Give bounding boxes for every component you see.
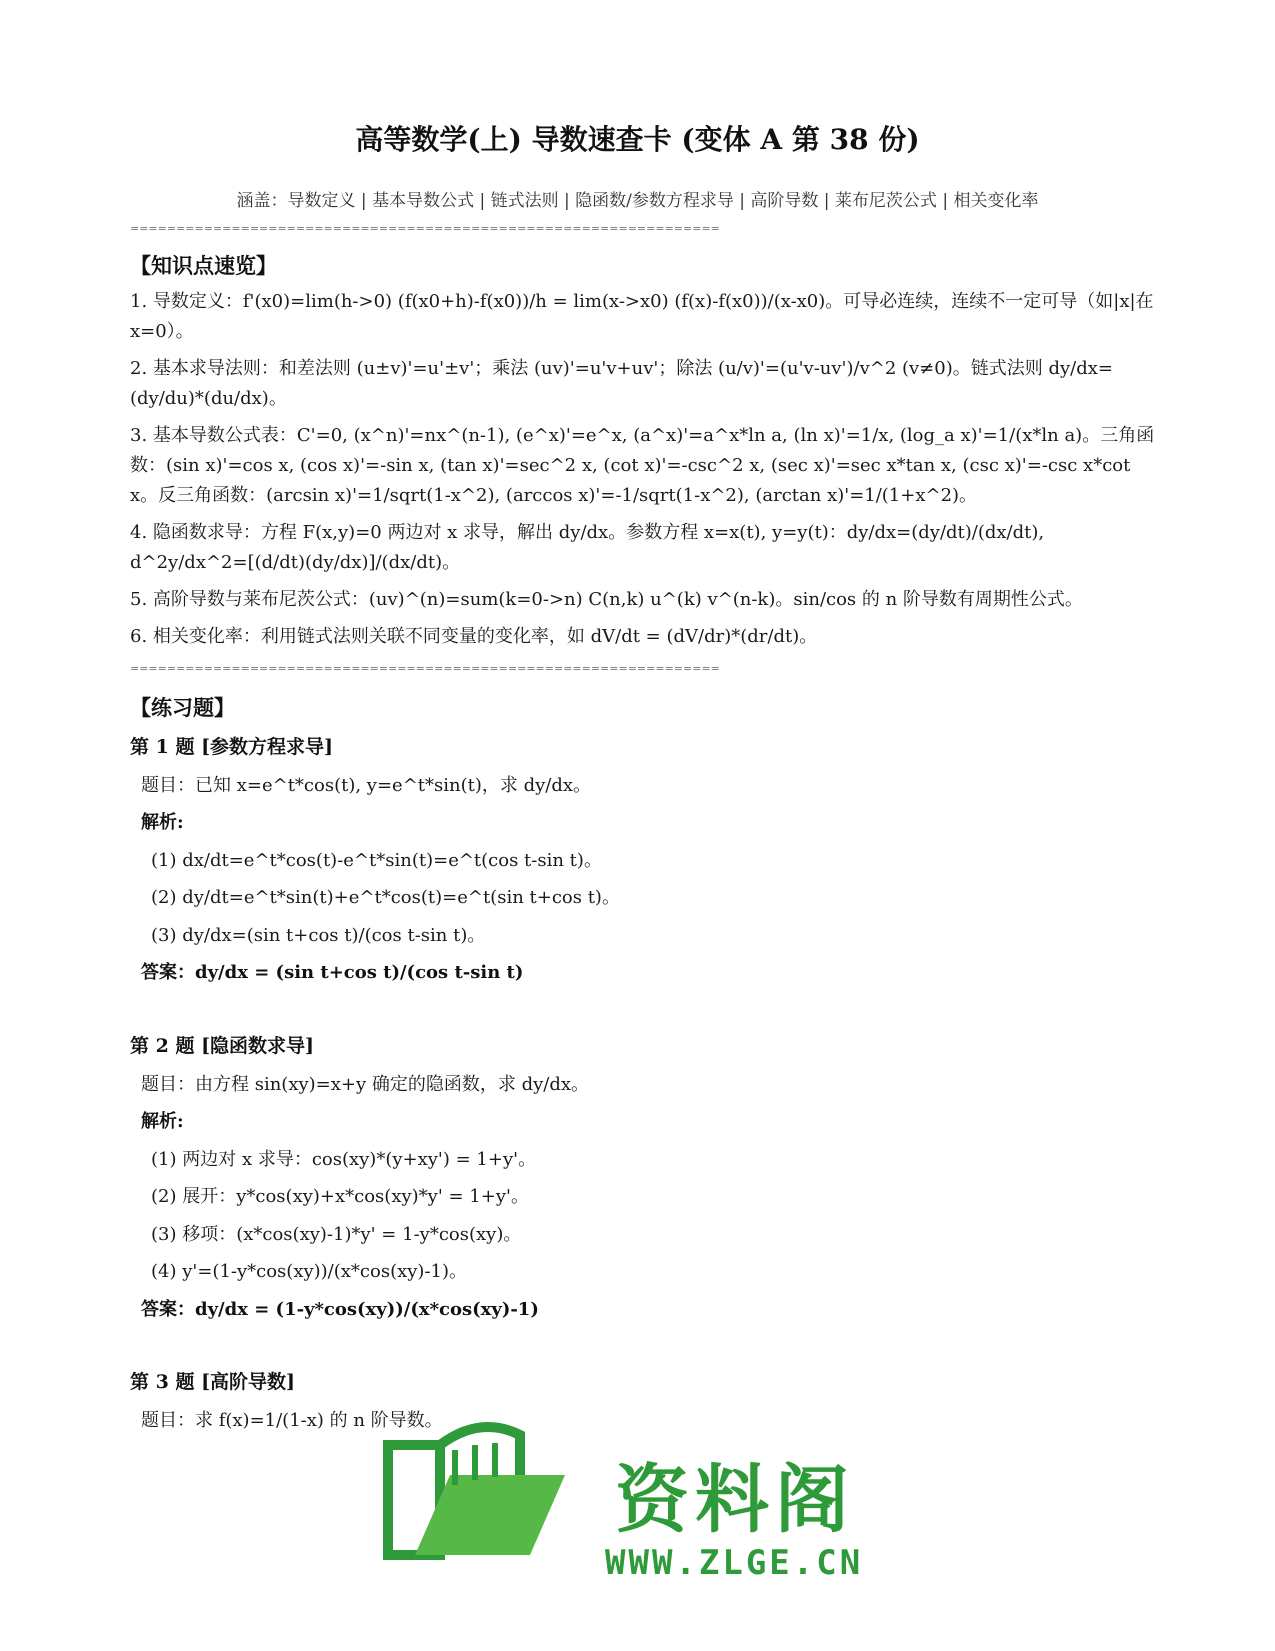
divider-rule: ================================================================ xyxy=(130,222,720,235)
practice-heading: 【练习题】 xyxy=(130,695,235,720)
question-1-step-1: (1) dx/dt=e^t*cos(t)-e^t*sin(t)=e^t(cos t-sin t)。 xyxy=(151,850,602,871)
question-1-text: 题目：已知 x=e^t*cos(t), y=e^t*sin(t)，求 dy/dx。 xyxy=(141,775,592,796)
question-1-step-3: (3) dy/dx=(sin t+cos t)/(cos t-sin t)。 xyxy=(151,925,486,946)
question-2-answer: 答案：dy/dx = (1-y*cos(xy))/(x*cos(xy)-1) xyxy=(141,1299,539,1320)
question-2-step-4: (4) y'=(1-y*cos(xy))/(x*cos(xy)-1)。 xyxy=(151,1261,468,1282)
question-1-step-2: (2) dy/dt=e^t*sin(t)+e^t*cos(t)=e^t(sin t+cos t)。 xyxy=(151,887,620,908)
watermark-logo xyxy=(400,1445,880,1645)
page-subtitle: 涵盖：导数定义 | 基本导数公式 | 链式法则 | 隐函数/参数方程求导 | 高阶导数 | 莱布尼茨公式 | 相关变化率 xyxy=(236,191,1039,211)
page-title: 高等数学(上) 导数速查卡 (变体 A 第 38 份) xyxy=(355,123,920,156)
question-3-title: 第 3 题 [高阶导数] xyxy=(130,1371,296,1393)
question-1-title: 第 1 题 [参数方程求导] xyxy=(130,736,334,758)
question-3-text: 题目：求 f(x)=1/(1-x) 的 n 阶导数。 xyxy=(141,1410,443,1431)
question-1-analysis-label: 解析: xyxy=(141,812,184,833)
summary-point-2: 2. 基本求导法则：和差法则 (u±v)'=u'±v'；乘法 (uv)'=u'v+uv'；除法 (u/v)'=(u'v-uv')/v^2 (v≠0)。链式法则 dy/dx=(dy/du)*(du/dx)。 xyxy=(130,358,1113,409)
summary-point-4: 4. 隐函数求导：方程 F(x,y)=0 两边对 x 求导，解出 dy/dx。参数方程 x=x(t), y=y(t)：dy/dx=(dy/dt)/(dx/dt), d^2y/dx^2=[(d/dt)(dy/dx)]/(dx/dt)。 xyxy=(130,522,1045,573)
summary-point-1: 1. 导数定义：f'(x0)=lim(h->0) (f(x0+h)-f(x0))/h = lim(x->x0) (f(x)-f(x0))/(x-x0)。可导必连续，连续不一定可导（如|x|在 x=0）。 xyxy=(130,291,1154,342)
summary-point-3: 3. 基本导数公式表：C'=0, (x^n)'=nx^(n-1), (e^x)'=e^x, (a^x)'=a^x*ln a, (ln x)'=1/x, (log_a x)'=1/(x*ln a)。三角函数：(sin x)'=cos x, (cos x)'=-sin x, (tan x)'=sec^2 x, (cot x)'=-csc^2 x, (sec x)'=sec x*tan x, (csc x)'=-csc x*cot x。反三角函数：(arcsin x)'=1/sqrt(1-x^2), (arccos x)'=-1/sqrt(1-x^2), (arctan x)'=1/(1+x^2)。 xyxy=(130,425,1155,506)
question-2-step-3: (3) 移项：(x*cos(xy)-1)*y' = 1-y*cos(xy)。 xyxy=(151,1224,522,1245)
divider-rule: ================================================================ xyxy=(130,662,720,675)
question-2-analysis-label: 解析: xyxy=(141,1111,184,1132)
book-folder-icon xyxy=(380,1405,580,1565)
question-1-answer: 答案：dy/dx = (sin t+cos t)/(cos t-sin t) xyxy=(141,962,524,983)
summary-point-5: 5. 高阶导数与莱布尼茨公式：(uv)^(n)=sum(k=0->n) C(n,k) u^(k) v^(n-k)。sin/cos 的 n 阶导数有周期性公式。 xyxy=(130,589,1083,610)
question-2-step-2: (2) 展开：y*cos(xy)+x*cos(xy)*y' = 1+y'。 xyxy=(151,1186,529,1207)
question-2-text: 题目：由方程 sin(xy)=x+y 确定的隐函数，求 dy/dx。 xyxy=(141,1074,590,1095)
watermark-brand: 资料阁 xyxy=(615,1457,855,1543)
question-2-title: 第 2 题 [隐函数求导] xyxy=(130,1035,315,1057)
watermark-url: WWW.ZLGE.CN xyxy=(605,1543,864,1583)
summary-heading: 【知识点速览】 xyxy=(130,253,277,278)
summary-point-6: 6. 相关变化率：利用链式法则关联不同变量的变化率，如 dV/dt = (dV/dr)*(dr/dt)。 xyxy=(130,626,818,647)
question-2-step-1: (1) 两边对 x 求导：cos(xy)*(y+xy') = 1+y'。 xyxy=(151,1149,537,1170)
